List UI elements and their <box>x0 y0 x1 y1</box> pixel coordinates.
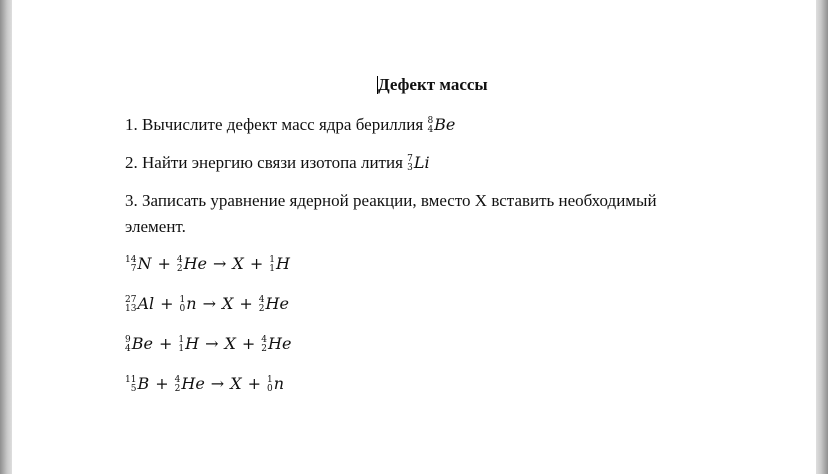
plus-sign: + <box>247 374 261 393</box>
unknown-element: X <box>232 254 244 273</box>
right-page-shadow <box>816 0 828 474</box>
question-1 <box>125 112 455 138</box>
reactant-nuclide: 4 2 He <box>174 374 205 394</box>
left-page-shadow <box>0 0 12 474</box>
document-title: Дефект массы <box>378 75 488 94</box>
unknown-element: X <box>230 374 242 393</box>
document-page[interactable] <box>12 0 816 474</box>
product-nuclide: 1 0 n <box>266 374 285 394</box>
reactant-nuclide: 1 1 H <box>178 334 200 354</box>
plus-sign: + <box>249 254 264 273</box>
reactant-nuclide: 1 0 n <box>179 294 197 314</box>
plus-sign: + <box>160 294 174 313</box>
reaction-equation <box>125 252 290 277</box>
product-nuclide: 4 2 He <box>258 294 289 314</box>
reactant-nuclide: 4 2 He <box>176 254 208 274</box>
question-3-line-2: элемент. <box>125 217 186 236</box>
product-nuclide: 1 1 H <box>269 254 290 274</box>
plus-sign: + <box>239 294 253 313</box>
unknown-element: X <box>224 334 236 353</box>
reaction-arrow: → <box>213 254 227 273</box>
question-2 <box>125 150 430 176</box>
plus-sign: + <box>241 334 256 353</box>
reaction-arrow: → <box>205 334 219 353</box>
question-2-text: 2. Найти энергию связи изотопа лития <box>125 153 403 172</box>
reaction-equation <box>125 372 284 397</box>
reactant-nuclide: 11 5 B <box>125 374 150 394</box>
reactant-nuclide: 27 13 Al <box>125 294 155 314</box>
unknown-element: X <box>221 294 234 313</box>
reaction-arrow: → <box>210 374 225 393</box>
plus-sign: + <box>157 254 171 273</box>
reaction-arrow: → <box>202 294 216 313</box>
isotope-beryllium: 8 4 Be <box>427 115 456 135</box>
question-1-text: 1. Вычислите дефект масс ядра бериллия <box>125 115 424 134</box>
question-3-line-1: 3. Записать уравнение ядерной реакции, вместо X вставить необходимый <box>125 191 657 210</box>
product-nuclide: 4 2 He <box>261 334 292 354</box>
isotope-lithium: 7 3 Li <box>407 153 430 173</box>
plus-sign: + <box>155 374 169 393</box>
reaction-equation <box>125 292 289 317</box>
reactant-nuclide: 9 4 Be <box>125 334 153 354</box>
reaction-equation <box>125 332 291 357</box>
plus-sign: + <box>158 334 173 353</box>
reactant-nuclide: 14 7 N <box>125 254 152 274</box>
